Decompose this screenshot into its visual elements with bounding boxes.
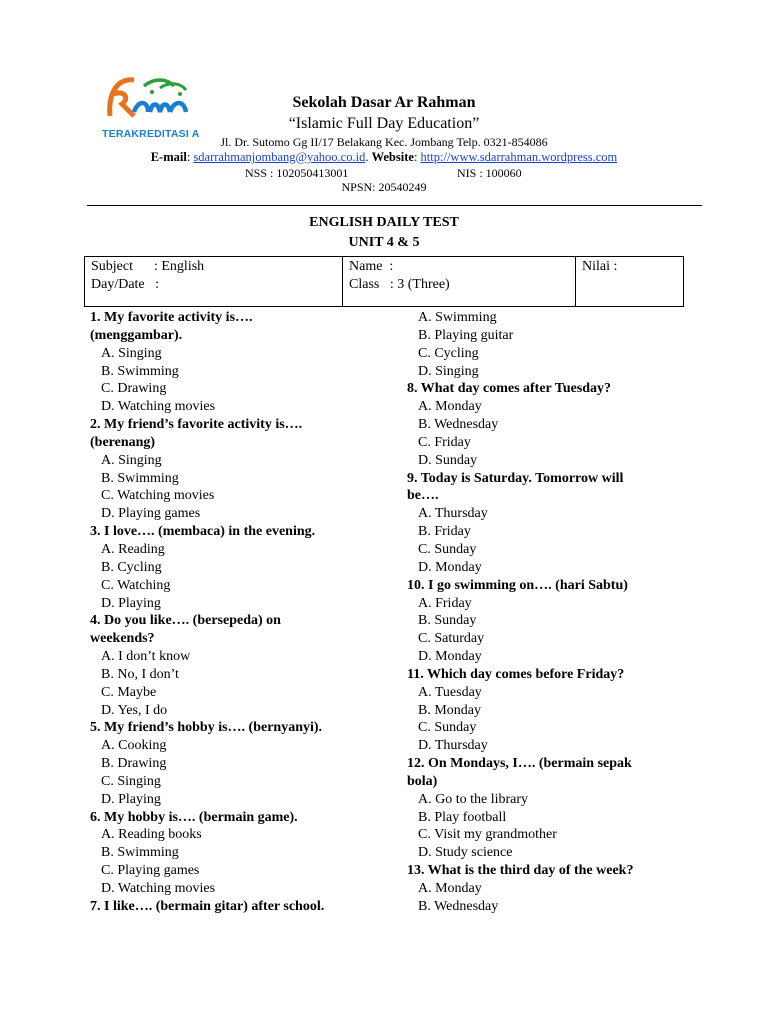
answer-option: A. Reading (101, 541, 165, 557)
question-text: bola) (407, 773, 438, 789)
answer-option: C. Visit my grandmother (418, 827, 557, 843)
question-text: 7. I like…. (bermain gitar) after school. (90, 898, 325, 914)
answer-option: C. Drawing (101, 381, 167, 397)
answer-option: C. Saturday (418, 631, 485, 647)
question-text: 2. My friend’s favorite activity is…. (90, 417, 303, 433)
question-text: 3. I love…. (membaca) in the evening. (90, 524, 316, 540)
answer-option: C. Playing games (101, 863, 200, 879)
answer-option: C. Cycling (418, 345, 479, 361)
npsn-number: NPSN: 20540249 (341, 180, 427, 194)
answer-option: D. Yes, I do (101, 702, 168, 718)
nss-number: NSS : 102050413001 (245, 166, 349, 180)
answer-option: B. Swimming (101, 470, 179, 486)
answer-option: B. Play football (418, 809, 507, 825)
question-text: 4. Do you like…. (bersepeda) on (90, 613, 281, 629)
answer-option: D. Playing (101, 595, 161, 611)
answer-option: C. Singing (101, 773, 161, 789)
answer-option: D. Monday (418, 649, 482, 665)
subject-cell (85, 257, 343, 307)
nilai-cell (576, 257, 684, 307)
header-divider (87, 205, 702, 206)
answer-option: B. Cycling (101, 559, 162, 575)
question-text: 10. I go swimming on…. (hari Sabtu) (407, 577, 628, 593)
subject-field: Subject : English (91, 259, 205, 274)
question-text: 12. On Mondays, I…. (bermain sepak (407, 756, 632, 772)
question-text: 6. My hobby is…. (bermain game). (90, 809, 298, 825)
answer-option: C. Watching (101, 577, 171, 593)
answer-option: A. Cooking (101, 738, 167, 754)
daydate-field: Day/Date : (91, 277, 160, 292)
question-text: 11. Which day comes before Friday? (407, 666, 625, 682)
website-label: Website (371, 150, 414, 164)
email-label: E-mail (150, 150, 187, 164)
answer-option: C. Maybe (101, 684, 157, 700)
answer-option: B. Swimming (101, 363, 179, 379)
class-field: Class : 3 (Three) (349, 277, 450, 292)
school-motto: “Islamic Full Day Education” (288, 115, 480, 132)
answer-option: D. Watching movies (101, 881, 216, 896)
answer-option: A. Reading books (101, 827, 202, 843)
answer-option: A. Go to the library (418, 791, 529, 807)
answer-option: B. Friday (418, 524, 471, 540)
school-address: Jl. Dr. Sutomo Gg II/17 Belakang Kec. Jombang Telp. 0321-854086 (220, 135, 548, 149)
answer-option: A. Friday (418, 595, 472, 611)
test-title: ENGLISH DAILY TEST (309, 215, 459, 230)
answer-option: A. Monday (418, 881, 482, 896)
name-cell (343, 257, 576, 307)
answer-option: B. Playing guitar (418, 327, 514, 343)
answer-option: D. Playing (101, 791, 161, 807)
question-text: 5. My friend’s hobby is…. (bernyanyi). (90, 720, 323, 736)
answer-option: D. Study science (418, 845, 513, 861)
answer-option: D. Sunday (418, 452, 478, 468)
accreditation-label: TERAKREDITASI A (102, 128, 200, 140)
question-text: 9. Today is Saturday. Tomorrow will (407, 470, 624, 486)
question-text: (berenang) (90, 434, 156, 450)
answer-option: A. Monday (418, 399, 482, 415)
nis-number: NIS : 100060 (457, 166, 522, 180)
answer-option: C. Friday (418, 434, 471, 450)
name-field: Name : (349, 259, 394, 274)
student-info-table (84, 256, 684, 307)
question-text: 1. My favorite activity is…. (90, 310, 253, 325)
nilai-field: Nilai : (582, 259, 618, 274)
answer-option: B. Monday (418, 702, 481, 718)
answer-option: A. Swimming (418, 310, 497, 325)
questions-left-column (90, 309, 400, 916)
school-header (0, 94, 768, 112)
school-name: Sekolah Dasar Ar Rahman (292, 94, 476, 111)
answer-option: B. Drawing (101, 756, 167, 772)
answer-option: C. Sunday (418, 541, 477, 557)
answer-option: A. Thursday (418, 506, 488, 522)
question-text: (menggambar). (90, 327, 183, 343)
question-text: be…. (407, 488, 439, 504)
email-link[interactable]: sdarrahmanjombang@yahoo.co.id (193, 150, 366, 164)
answer-option: A. Singing (101, 452, 162, 468)
contact-line: E-mail: sdarrahmanjombang@yahoo.co.id. Website: http://www.sdarrahman.wordpress.com (150, 150, 618, 164)
answer-option: B. Sunday (418, 613, 477, 629)
answer-option: A. I don’t know (101, 649, 191, 665)
website-link[interactable]: http://www.sdarrahman.wordpress.com (420, 150, 618, 164)
question-text: weekends? (90, 631, 155, 647)
answer-option: D. Thursday (418, 738, 488, 754)
answer-option: C. Sunday (418, 720, 477, 736)
answer-option: D. Playing games (101, 506, 201, 522)
answer-option: A. Tuesday (418, 684, 482, 700)
question-text: 8. What day comes after Tuesday? (407, 381, 612, 397)
answer-option: B. Swimming (101, 845, 179, 861)
answer-option: D. Monday (418, 559, 482, 575)
answer-option: D. Watching movies (101, 399, 216, 415)
test-unit: UNIT 4 & 5 (348, 235, 420, 250)
questions-right-column (407, 309, 697, 916)
answer-option: B. No, I don’t (101, 666, 179, 682)
answer-option: B. Wednesday (418, 898, 499, 914)
answer-option: B. Wednesday (418, 417, 499, 433)
question-text: 13. What is the third day of the week? (407, 863, 634, 879)
answer-option: A. Singing (101, 345, 162, 361)
answer-option: C. Watching movies (101, 488, 215, 504)
answer-option: D. Singing (418, 363, 479, 379)
